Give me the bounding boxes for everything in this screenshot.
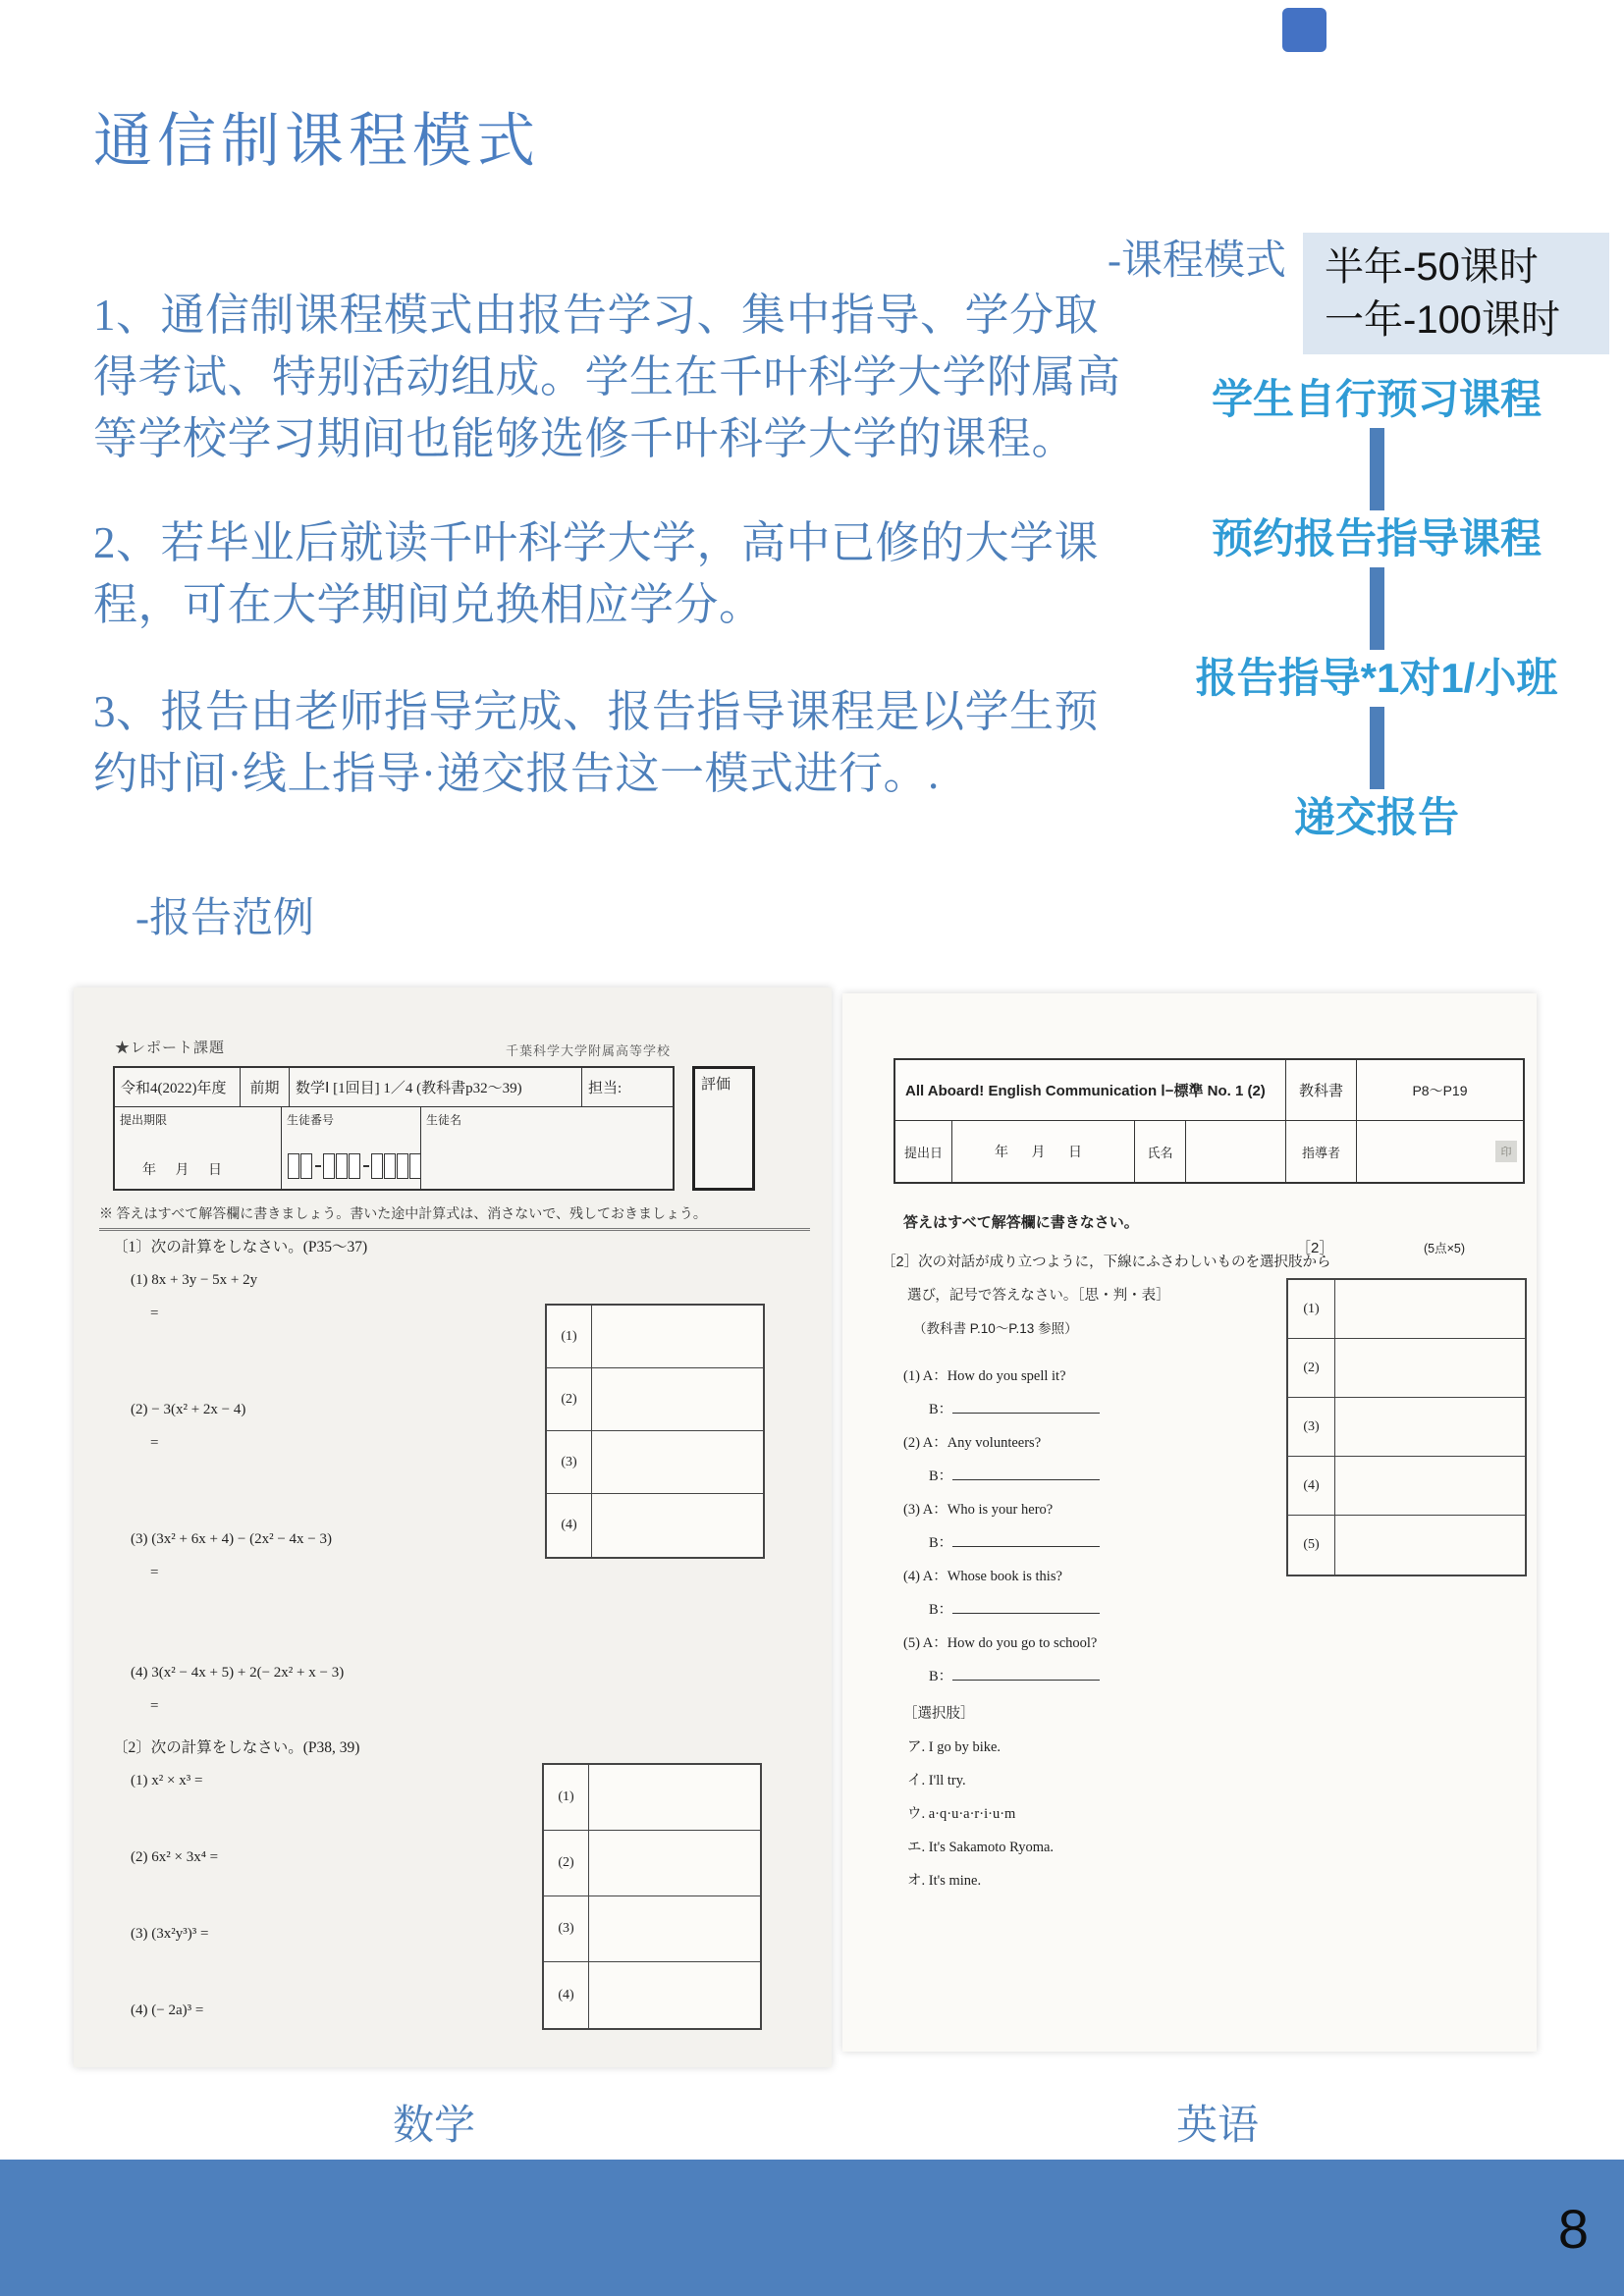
answer-cell-blank bbox=[1335, 1280, 1525, 1338]
math-section1-heading: 〔1〕次の計算をしなさい。(P35～37) bbox=[113, 1239, 368, 1255]
answer-row bbox=[547, 1306, 763, 1368]
answer-underline bbox=[952, 1667, 1100, 1681]
hours-full-year: 一年-100课时 bbox=[1325, 298, 1561, 342]
math-header-row-1 bbox=[115, 1068, 673, 1107]
math-s1-equals-4: = bbox=[150, 1698, 159, 1714]
english-submit-date-cell: 提出日 bbox=[895, 1121, 952, 1182]
answer-row-label: (3) bbox=[547, 1431, 592, 1493]
english-q4-a: (4) A：Whose book is this? bbox=[903, 1569, 1062, 1584]
answer-cell-blank bbox=[592, 1306, 763, 1367]
english-header-table bbox=[893, 1058, 1525, 1184]
digit-dash bbox=[315, 1165, 321, 1167]
answer-underline bbox=[952, 1467, 1100, 1480]
math-date-label: 年 月 日 bbox=[142, 1163, 230, 1178]
english-worksheet-scan bbox=[842, 993, 1537, 2052]
english-options-label: ［選択肢］ bbox=[903, 1706, 975, 1722]
corner-accent-square bbox=[1282, 8, 1326, 52]
flow-connector-1 bbox=[1370, 428, 1384, 510]
english-q1-b-label: B： bbox=[929, 1402, 953, 1417]
answer-row bbox=[547, 1494, 763, 1557]
flow-step-report-guidance: 报告指导*1对1/小班 bbox=[1195, 655, 1558, 701]
math-subject-cell: 数学Ⅰ [1回目] 1／4 (教科書p32～39) bbox=[290, 1068, 582, 1106]
math-worksheet-scan bbox=[74, 988, 832, 2067]
answer-row bbox=[544, 1962, 760, 2028]
math-s1-problem-3: (3) (3x² + 6x + 4) − (2x² − 4x − 3) bbox=[131, 1531, 333, 1547]
answer-underline bbox=[952, 1533, 1100, 1547]
answer-row bbox=[544, 1896, 760, 1962]
answer-cell-blank bbox=[1335, 1516, 1525, 1575]
flow-step-self-study: 学生自行预习课程 bbox=[1211, 376, 1542, 422]
paragraph-2: 2、若毕业后就读千叶科学大学，高中已修的大学课程，可在大学期间兑换相应学分。 bbox=[93, 518, 1100, 629]
stamp-box: 印 bbox=[1495, 1141, 1517, 1162]
english-option-e: エ. It's Sakamoto Ryoma. bbox=[907, 1840, 1055, 1855]
answer-row-label: (2) bbox=[544, 1831, 589, 1896]
caption-math: 数学 bbox=[393, 2104, 476, 2149]
english-instruction-line-1: ［2］次の対話が成り立つように，下線にふさわしいものを選択肢から bbox=[882, 1255, 1331, 1270]
digit-box bbox=[371, 1153, 383, 1179]
english-q4-b-label: B： bbox=[929, 1602, 953, 1618]
answer-row bbox=[1288, 1280, 1525, 1339]
digit-box bbox=[397, 1153, 408, 1179]
math-s1-problem-2: (2) − 3(x² + 2x − 4) bbox=[131, 1402, 246, 1417]
answer-cell-blank bbox=[589, 1765, 760, 1830]
english-q2-b bbox=[929, 1465, 1100, 1485]
math-section2-heading: 〔2〕次の計算をしなさい。(P38, 39) bbox=[113, 1739, 360, 1756]
answer-row bbox=[544, 1831, 760, 1896]
answer-cell-blank bbox=[1335, 1339, 1525, 1397]
english-answer-bracket-label: ［2］ bbox=[1296, 1240, 1334, 1256]
digit-box bbox=[349, 1153, 360, 1179]
math-deadline-cell bbox=[115, 1107, 282, 1189]
digit-box bbox=[300, 1153, 312, 1179]
english-textbook-label-cell: 教科書 bbox=[1286, 1060, 1357, 1120]
flow-connector-2 bbox=[1370, 567, 1384, 650]
answer-row-label: (1) bbox=[544, 1765, 589, 1830]
english-q1-b bbox=[929, 1398, 1100, 1418]
english-header-row-1 bbox=[895, 1060, 1523, 1121]
english-name-blank-cell bbox=[1186, 1121, 1286, 1182]
digit-box bbox=[323, 1153, 335, 1179]
page-number: 8 bbox=[1557, 2198, 1589, 2260]
english-score-note: (5点×5) bbox=[1424, 1242, 1466, 1255]
paragraph-3: 3、报告由老师指导完成、报告指导课程是以学生预约时间·线上指导·递交报告这一模式进行。. bbox=[93, 687, 1100, 798]
hours-half-year: 半年-50课时 bbox=[1325, 245, 1539, 289]
english-header-row-2 bbox=[895, 1121, 1523, 1182]
english-answer-table bbox=[1286, 1278, 1527, 1576]
answer-cell-blank bbox=[589, 1831, 760, 1896]
english-textbook-reference: （教科書 P.10～P.13 参照） bbox=[913, 1321, 1078, 1336]
page-title: 通信制课程模式 bbox=[93, 109, 540, 174]
english-date-cell: 年 月 日 bbox=[952, 1121, 1135, 1182]
math-s1-equals-2: = bbox=[150, 1435, 159, 1451]
answer-row-label: (2) bbox=[547, 1368, 592, 1430]
english-q3-b-label: B： bbox=[929, 1535, 953, 1551]
caption-english: 英语 bbox=[1176, 2104, 1260, 2149]
math-s2-problem-4: (4) (− 2a)³ = bbox=[131, 2002, 204, 2018]
answer-cell-blank bbox=[592, 1431, 763, 1493]
answer-row-label: (1) bbox=[1288, 1280, 1335, 1338]
math-s2-answer-table bbox=[542, 1763, 762, 2030]
digit-box bbox=[336, 1153, 348, 1179]
answer-row-label: (1) bbox=[547, 1306, 592, 1367]
math-s1-problem-4: (4) 3(x² − 4x + 5) + 2(− 2x² + x − 3) bbox=[131, 1665, 345, 1681]
english-textbook-pages-cell: P8～P19 bbox=[1412, 1082, 1468, 1098]
answer-cell-blank bbox=[589, 1962, 760, 2028]
report-example-label: -报告范例 bbox=[135, 896, 314, 941]
math-s2-problem-2: (2) 6x² × 3x⁴ = bbox=[131, 1849, 219, 1865]
english-q1-a: (1) A：How do you spell it? bbox=[903, 1368, 1066, 1384]
math-student-no-cell bbox=[282, 1107, 421, 1189]
english-q2-b-label: B： bbox=[929, 1468, 953, 1484]
math-student-no-label: 生徒番号 bbox=[287, 1113, 335, 1127]
math-s1-equals-1: = bbox=[150, 1306, 159, 1321]
answer-row-label: (3) bbox=[544, 1896, 589, 1961]
digit-box bbox=[288, 1153, 299, 1179]
math-instruction-note: ※ 答えはすべて解答欄に書きましょう。書いた途中計算式は、消さないで、残しておきましょう。 bbox=[99, 1203, 810, 1231]
english-instructor-cell: 指導者 bbox=[1286, 1121, 1357, 1182]
answer-cell-blank bbox=[589, 1896, 760, 1961]
math-corner-label: ★レポート課題 bbox=[115, 1041, 226, 1056]
math-deadline-label: 提出期限 bbox=[120, 1113, 168, 1127]
english-option-a: ア. I go by bike. bbox=[907, 1739, 1001, 1755]
answer-row bbox=[1288, 1339, 1525, 1398]
answer-underline bbox=[952, 1400, 1100, 1414]
answer-row-label: (2) bbox=[1288, 1339, 1335, 1397]
answer-cell-blank bbox=[1335, 1457, 1525, 1515]
english-option-u: ウ. a·q·u·a·r·i·u·m bbox=[907, 1806, 1016, 1822]
math-header-row-2 bbox=[115, 1107, 673, 1189]
answer-row bbox=[1288, 1457, 1525, 1516]
flow-connector-3 bbox=[1370, 707, 1384, 789]
answer-row bbox=[547, 1368, 763, 1431]
english-instructor-blank-cell bbox=[1357, 1121, 1523, 1182]
math-term-cell: 前期 bbox=[241, 1068, 290, 1106]
digit-box bbox=[409, 1153, 421, 1179]
math-s1-problem-1: (1) 8x + 3y − 5x + 2y bbox=[131, 1272, 258, 1288]
english-q3-a: (3) A：Who is your hero? bbox=[903, 1502, 1054, 1518]
english-title-cell: All Aboard! English Communication Ⅰ−標準 No. 1 (2) bbox=[895, 1060, 1286, 1120]
answer-cell-blank bbox=[592, 1368, 763, 1430]
math-s1-equals-3: = bbox=[150, 1565, 159, 1580]
answer-row-label: (5) bbox=[1288, 1516, 1335, 1575]
answer-row bbox=[1288, 1516, 1525, 1575]
english-option-o: オ. It's mine. bbox=[907, 1873, 982, 1889]
math-s2-problem-1: (1) x² × x³ = bbox=[131, 1773, 203, 1789]
answer-row bbox=[547, 1431, 763, 1494]
math-in-charge-cell: 担当: bbox=[588, 1081, 623, 1096]
course-hours-box bbox=[1303, 233, 1609, 354]
answer-row bbox=[544, 1765, 760, 1831]
english-note: 答えはすべて解答欄に書きなさい。 bbox=[903, 1214, 1139, 1231]
answer-row bbox=[1288, 1398, 1525, 1457]
digit-dash bbox=[363, 1165, 369, 1167]
course-mode-label: -课程模式 bbox=[1108, 239, 1286, 284]
answer-row-label: (3) bbox=[1288, 1398, 1335, 1456]
math-school-name: 千葉科学大学附属高等学校 bbox=[506, 1043, 672, 1058]
flow-step-submit-report: 递交报告 bbox=[1293, 794, 1459, 840]
math-student-name-label: 生徒名 bbox=[426, 1113, 462, 1127]
course-flowchart bbox=[1129, 376, 1624, 841]
paragraph-1: 1、通信制课程模式由报告学习、集中指导、学分取得考试、特别活动组成。学生在千叶科学大学附属高等学校学习期间也能够选修千叶科学大学的课程。 bbox=[93, 291, 1121, 463]
english-q2-a: (2) A：Any volunteers? bbox=[903, 1435, 1042, 1451]
answer-cell-blank bbox=[592, 1494, 763, 1557]
footer-bar bbox=[0, 2160, 1624, 2296]
english-q4-b bbox=[929, 1598, 1100, 1619]
flow-step-reserve-guidance: 预约报告指导课程 bbox=[1211, 515, 1542, 561]
answer-row-label: (4) bbox=[547, 1494, 592, 1557]
math-year-cell: 令和4(2022)年度 bbox=[115, 1068, 241, 1106]
english-q3-b bbox=[929, 1531, 1100, 1552]
answer-row-label: (4) bbox=[544, 1962, 589, 2028]
answer-cell-blank bbox=[1335, 1398, 1525, 1456]
answer-underline bbox=[952, 1600, 1100, 1614]
english-q5-b-label: B： bbox=[929, 1669, 953, 1684]
math-header-table bbox=[113, 1066, 675, 1191]
math-student-no-boxes bbox=[288, 1153, 422, 1179]
math-evaluation-box: 評価 bbox=[692, 1066, 755, 1191]
math-s2-problem-3: (3) (3x²y³)³ = bbox=[131, 1926, 209, 1942]
english-option-i: イ. I'll try. bbox=[907, 1773, 966, 1789]
english-q5-b bbox=[929, 1665, 1100, 1685]
math-student-name-cell bbox=[421, 1107, 673, 1189]
english-name-label-cell: 氏名 bbox=[1135, 1121, 1186, 1182]
english-instruction-line-2: 選び，記号で答えなさい。［思・判・表］ bbox=[907, 1288, 1170, 1304]
digit-box bbox=[384, 1153, 396, 1179]
english-q5-a: (5) A：How do you go to school? bbox=[903, 1635, 1098, 1651]
math-s1-answer-table bbox=[545, 1304, 765, 1559]
answer-row-label: (4) bbox=[1288, 1457, 1335, 1515]
